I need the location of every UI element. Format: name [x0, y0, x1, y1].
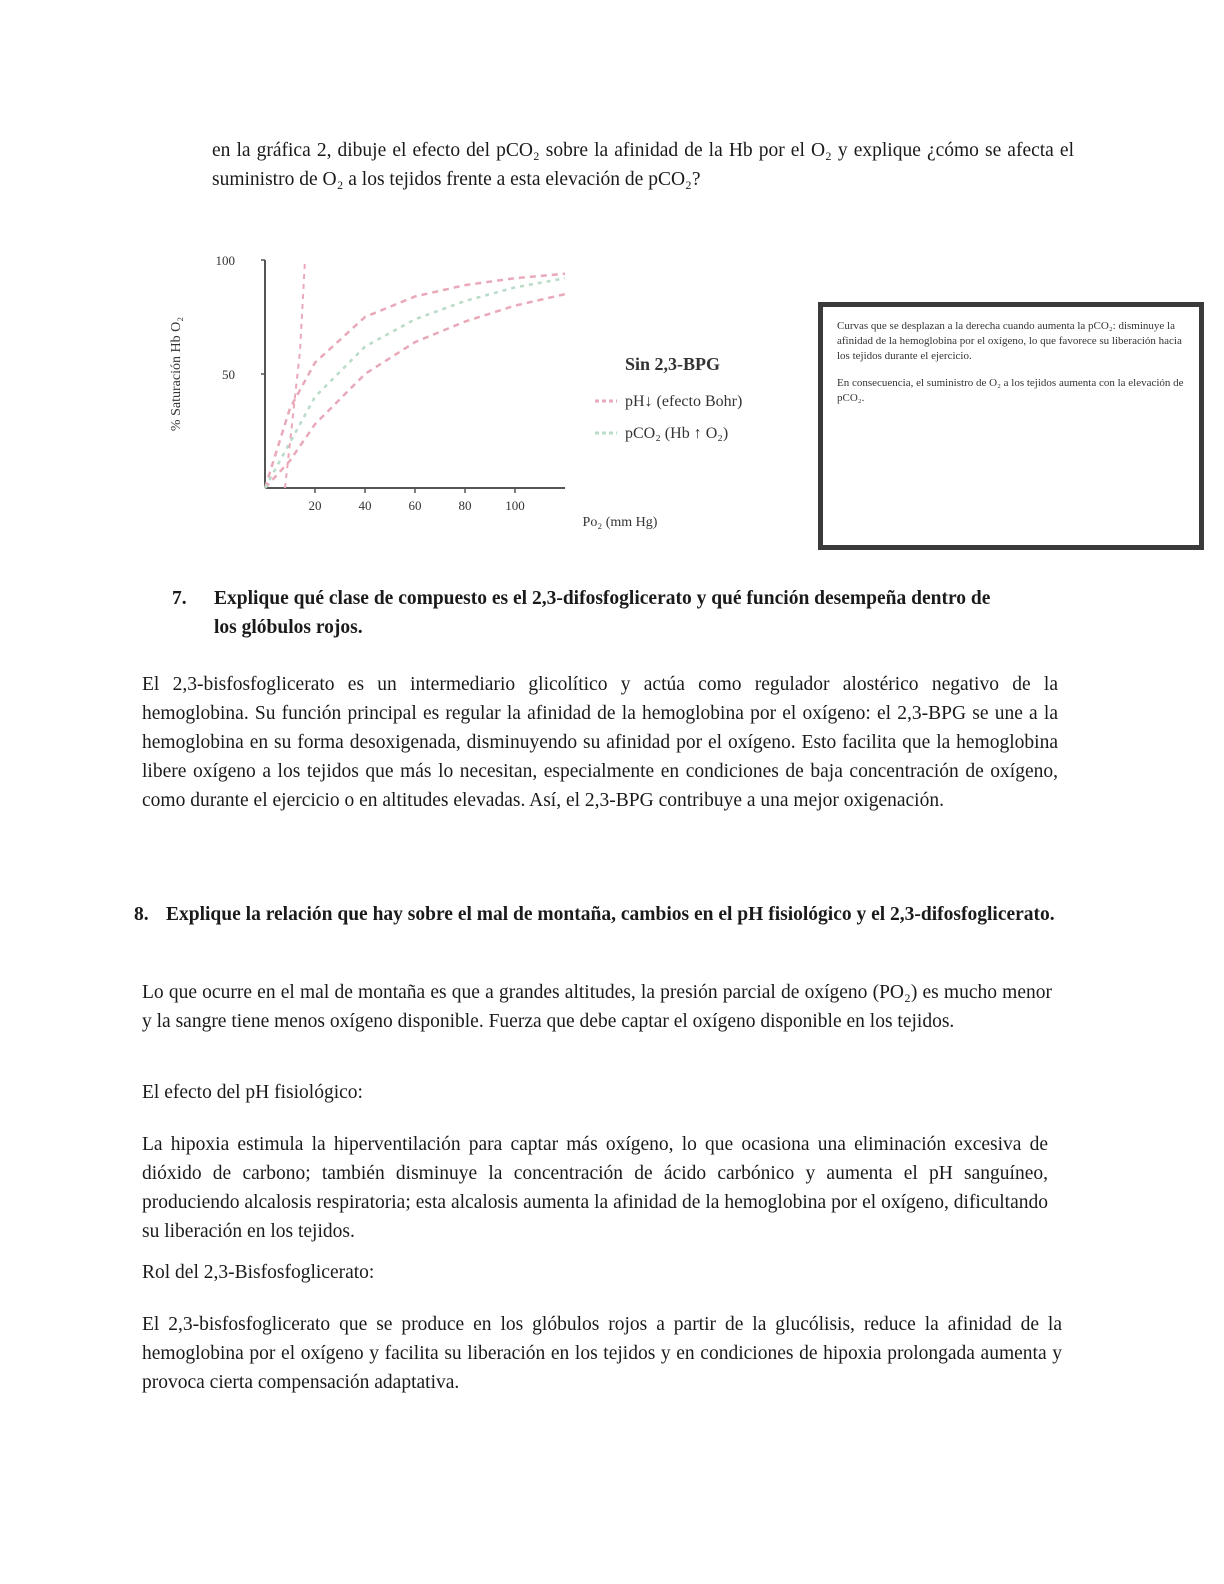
question-8-number: 8.	[134, 904, 149, 925]
x-tick-label: 100	[505, 498, 525, 513]
intro-paragraph: en la gráfica 2, dibuje el efecto del pCO₂ sobre la afinidad de la Hb por el O₂ y explique ¿cómo se afecta el suministro de O₂ a los tejidos frente a esta elevación de pCO₂?	[212, 140, 1074, 190]
y-tick-label: 50	[222, 367, 235, 382]
answer-8-paragraph-2: La hipoxia estimula la hiperventilación para captar más oxígeno, lo que ocasiona una eliminación excesiva de dióxido de carbono; también disminuye la concentración de ácido carbónico y aumenta el pH sanguíneo, produciendo alcalosis respiratoria; esta alcalosis aumenta la afinidad de la hemoglobina por el oxígeno, dificultando su liberación en los tejidos.	[142, 1134, 1048, 1242]
x-tick-label: 80	[458, 498, 472, 513]
x-axis-label: Po₂ (mm Hg)	[582, 515, 658, 530]
answer-8-heading-bpg: Rol del 2,3-Bisfosfoglicerato:	[142, 1262, 375, 1283]
question-8-text: Explique la relación que hay sobre el mal de montaña, cambios en el pH fisiológico y el 2,3-difosfoglicerato.	[166, 904, 1055, 925]
question-7	[172, 584, 992, 642]
series-line	[265, 278, 565, 488]
explanation-text-1: Curvas que se desplazan a la derecha cuando aumenta la pCO₂: disminuye la afinidad de la hemoglobina por el oxígeno, lo que favorece su liberación hacia los tejidos durante el ejercicio.	[837, 320, 1182, 362]
oxygen-dissociation-chart	[160, 240, 820, 540]
question-7-text: Explique qué clase de compuesto es el 2,3-difosfoglicerato y qué función desempeña dentro de los glóbulos rojos.	[214, 588, 991, 638]
series-line	[265, 294, 565, 488]
answer-8-paragraph-1: Lo que ocurre en el mal de montaña es que a grandes altitudes, la presión parcial de oxígeno (PO₂) es mucho menor y la sangre tiene menos oxígeno disponible. Fuerza que debe captar el oxígeno disponible en los tejidos.	[142, 982, 1052, 1032]
answer-8-heading-ph: El efecto del pH fisiológico:	[142, 1082, 363, 1103]
x-tick-label: 60	[408, 498, 422, 513]
y-axis-label: % Saturación Hb O₂	[169, 316, 184, 432]
explanation-text-2: En consecuencia, el suministro de O₂ a los tejidos aumenta con la elevación de pCO₂.	[837, 377, 1184, 404]
question-7-number: 7.	[172, 588, 187, 609]
legend-item: pH↓ (efecto Bohr)	[625, 393, 743, 410]
question-8	[134, 900, 1074, 929]
x-tick-label: 20	[308, 498, 322, 513]
legend-title: Sin 2,3-BPG	[625, 354, 721, 374]
y-tick-label: 100	[215, 253, 235, 268]
legend-item: pCO₂ (Hb ↑ O₂)	[625, 425, 729, 442]
explanation-box	[818, 302, 1204, 550]
x-tick-label: 40	[358, 498, 372, 513]
series-line	[265, 274, 565, 488]
answer-7: El 2,3-bisfosfoglicerato es un intermediario glicolítico y actúa como regulador alostérico negativo de la hemoglobina. Su función principal es regular la afinidad de la hemoglobina por el oxígeno: el 2,3-BPG se une a la hemoglobina en su forma desoxigenada, disminuyendo su afinidad por el oxígeno. Esto facilita que la hemoglobina libere oxígeno a los tejidos que más lo necesitan, especialmente en condiciones de baja concentración de oxígeno, como durante el ejercicio o en altitudes elevadas. Así, el 2,3-BPG contribuye a una mejor oxigenación.	[142, 674, 1058, 811]
answer-8-paragraph-3: El 2,3-bisfosfoglicerato que se produce en los glóbulos rojos a partir de la glucólisis, reduce la afinidad de la hemoglobina por el oxígeno y facilita su liberación en los tejidos y en condiciones de hipoxia prolongada aumenta y provoca cierta compensación adaptativa.	[142, 1314, 1062, 1393]
